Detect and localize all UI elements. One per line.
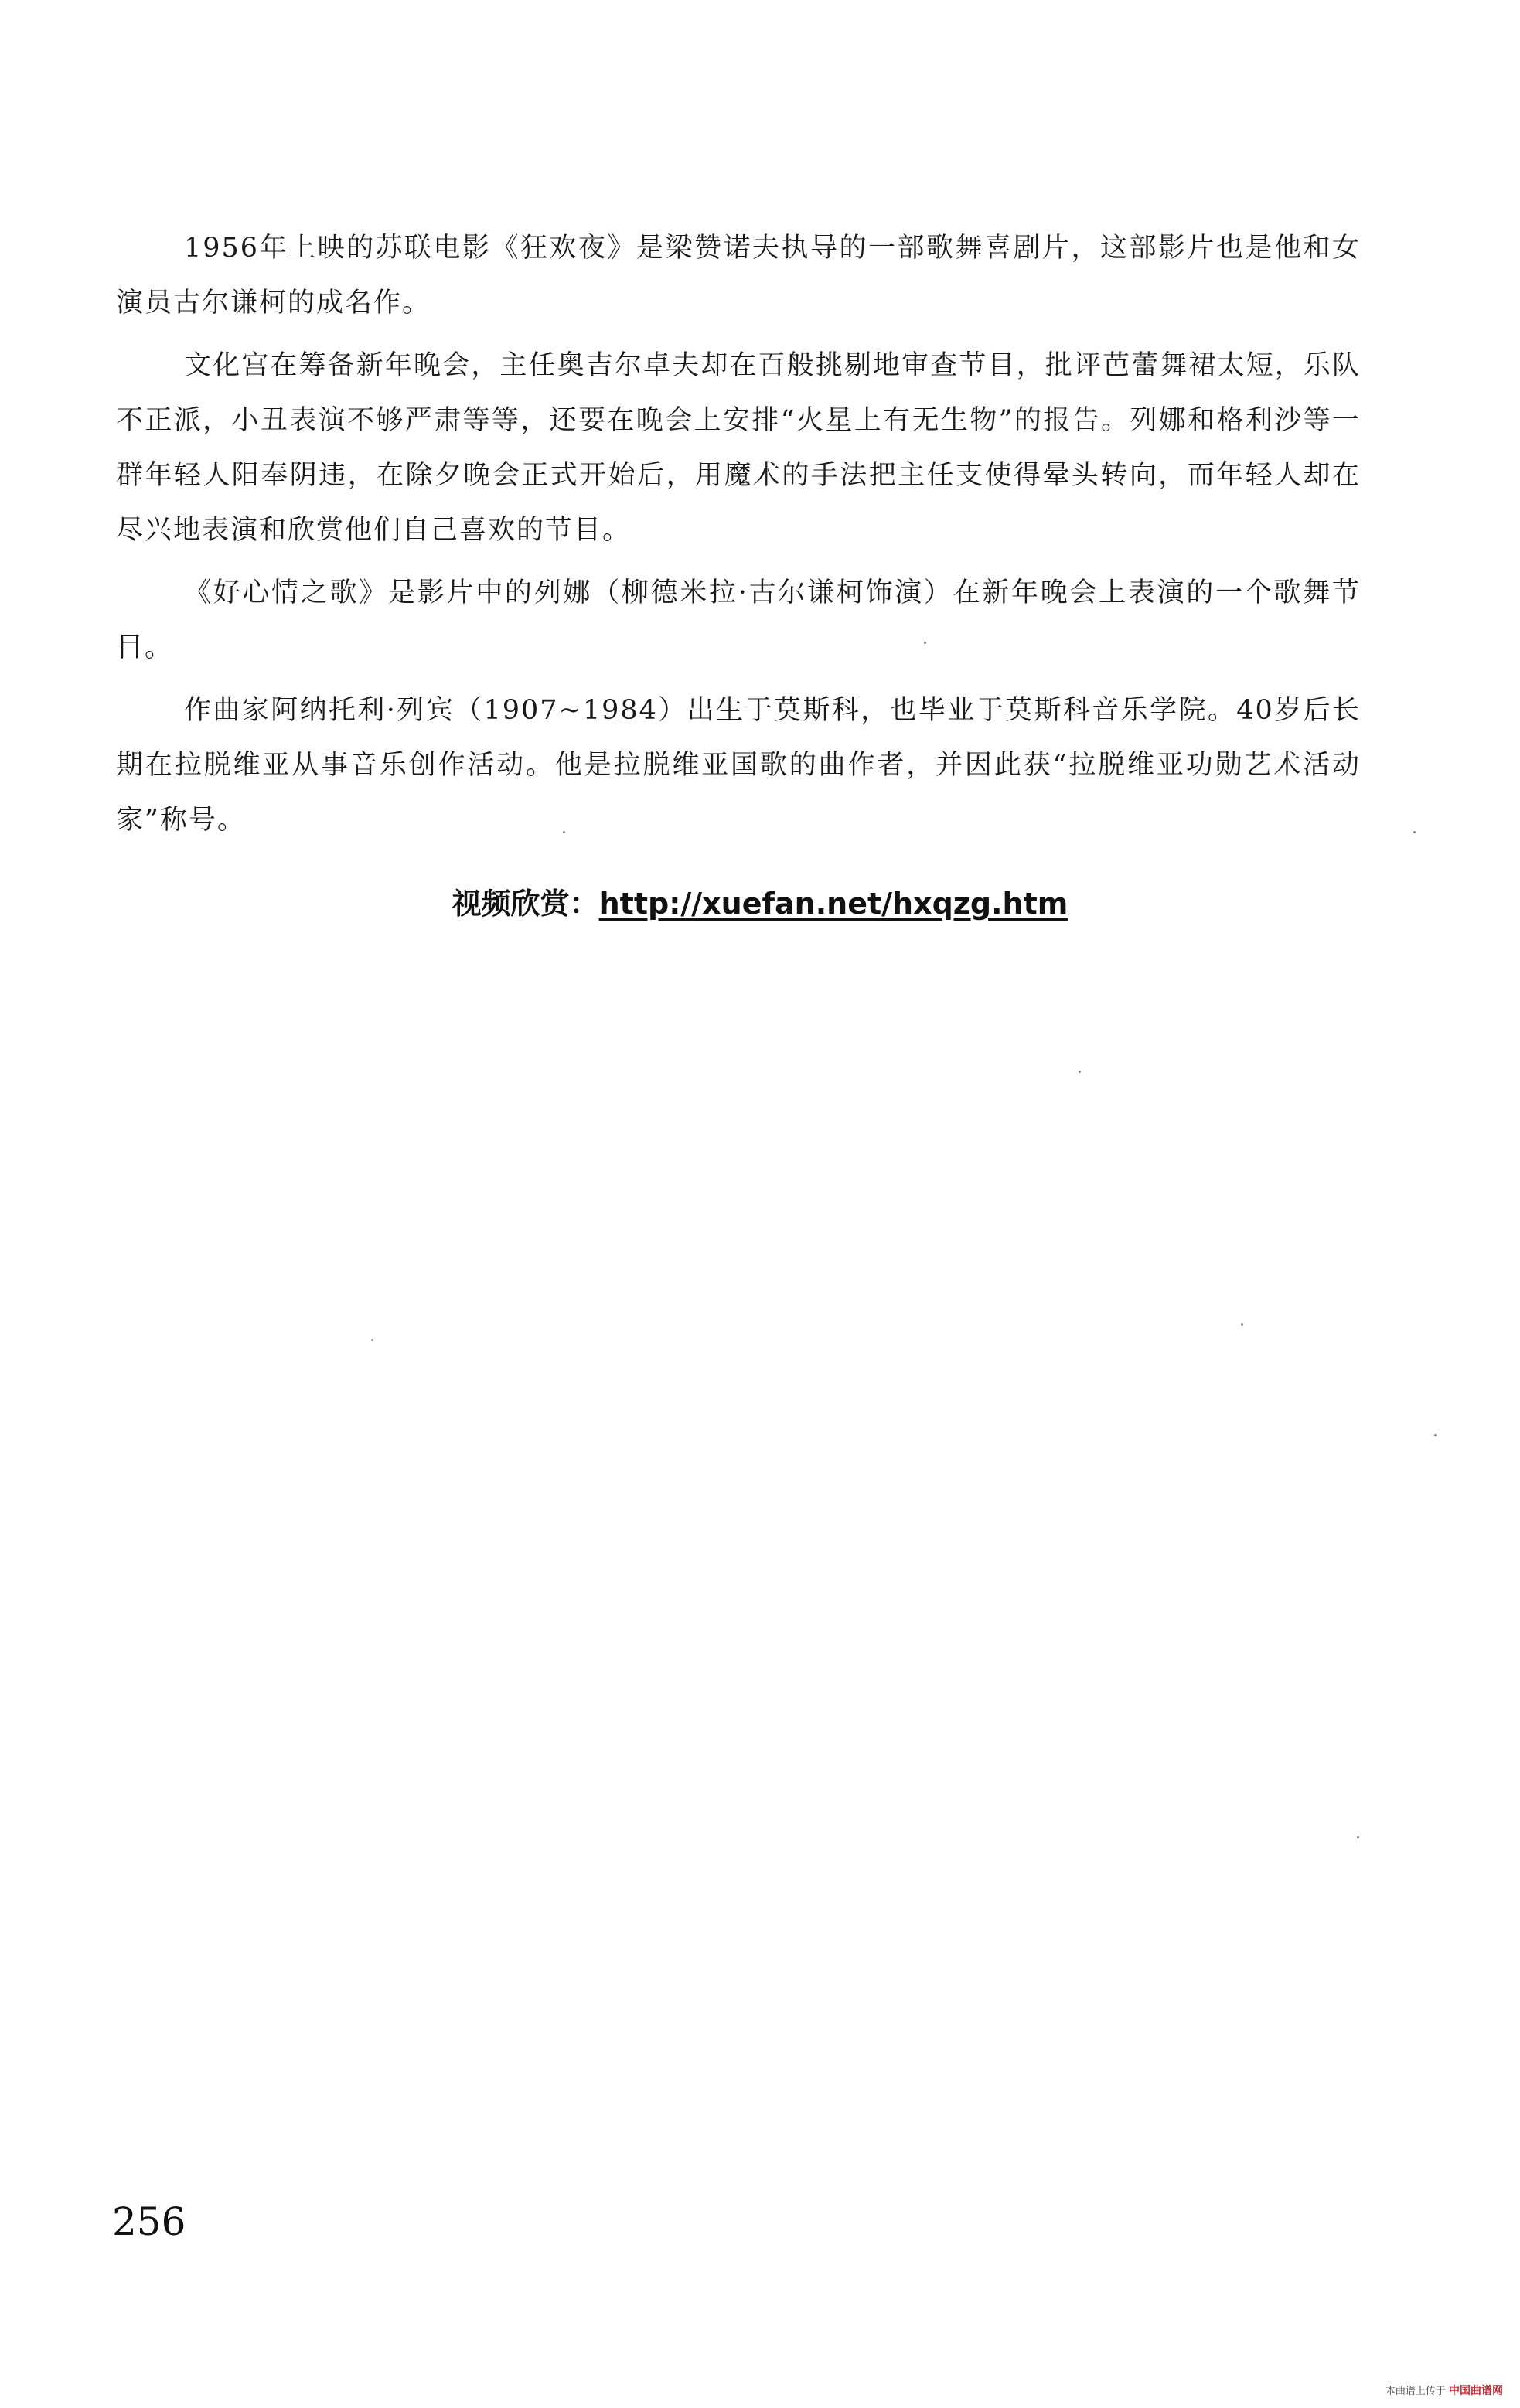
paragraph-composer: 作曲家阿纳托利·列宾（1907~1984）出生于莫斯科，也毕业于莫斯科音乐学院。40岁后长期在拉脱维亚从事音乐创作活动。他是拉脱维亚国歌的曲作者，并因此获“拉脱维亚功勋艺术活动家”称号。 <box>116 695 1361 836</box>
scan-speck <box>1357 1836 1359 1838</box>
scan-speck <box>371 1339 373 1341</box>
page-number: 256 <box>112 2199 186 2244</box>
video-link[interactable]: http://xuefan.net/hxqzg.htm <box>598 887 1068 921</box>
watermark-text: 本曲谱上传于 <box>1385 2386 1446 2397</box>
scan-speck <box>563 831 565 833</box>
scan-speck <box>1241 1323 1243 1326</box>
body-text <box>116 221 1361 856</box>
paragraph-film-intro: 1956年上映的苏联电影《狂欢夜》是梁赞诺夫执导的一部歌舞喜剧片，这部影片也是他和女演员古尔谦柯的成名作。 <box>116 233 1361 318</box>
paragraph-plot: 文化宫在筹备新年晚会，主任奥吉尔卓夫却在百般挑剔地审查节目，批评芭蕾舞裙太短，乐队不正派，小丑表演不够严肃等等，还要在晚会上安排“火星上有无生物”的报告。列娜和格利沙等一群年轻人阳奉阴违，在除夕晚会正式开始后，用魔术的手法把主任支使得晕头转向，而年轻人却在尽兴地表演和欣赏他们自己喜欢的节目。 <box>116 350 1361 546</box>
video-label: 视频欣赏： <box>452 887 599 921</box>
scan-speck <box>924 642 926 644</box>
scan-speck <box>1079 1071 1081 1073</box>
paragraph-song: 《好心情之歌》是影片中的列娜（柳德米拉·古尔谦柯饰演）在新年晚会上表演的一个歌舞节目。 <box>116 577 1361 663</box>
watermark-brand: 中国曲谱网 <box>1449 2385 1503 2397</box>
watermark <box>1385 2382 1503 2398</box>
scan-speck <box>1413 831 1416 833</box>
scan-speck <box>1434 1434 1437 1436</box>
video-line <box>0 880 1520 922</box>
